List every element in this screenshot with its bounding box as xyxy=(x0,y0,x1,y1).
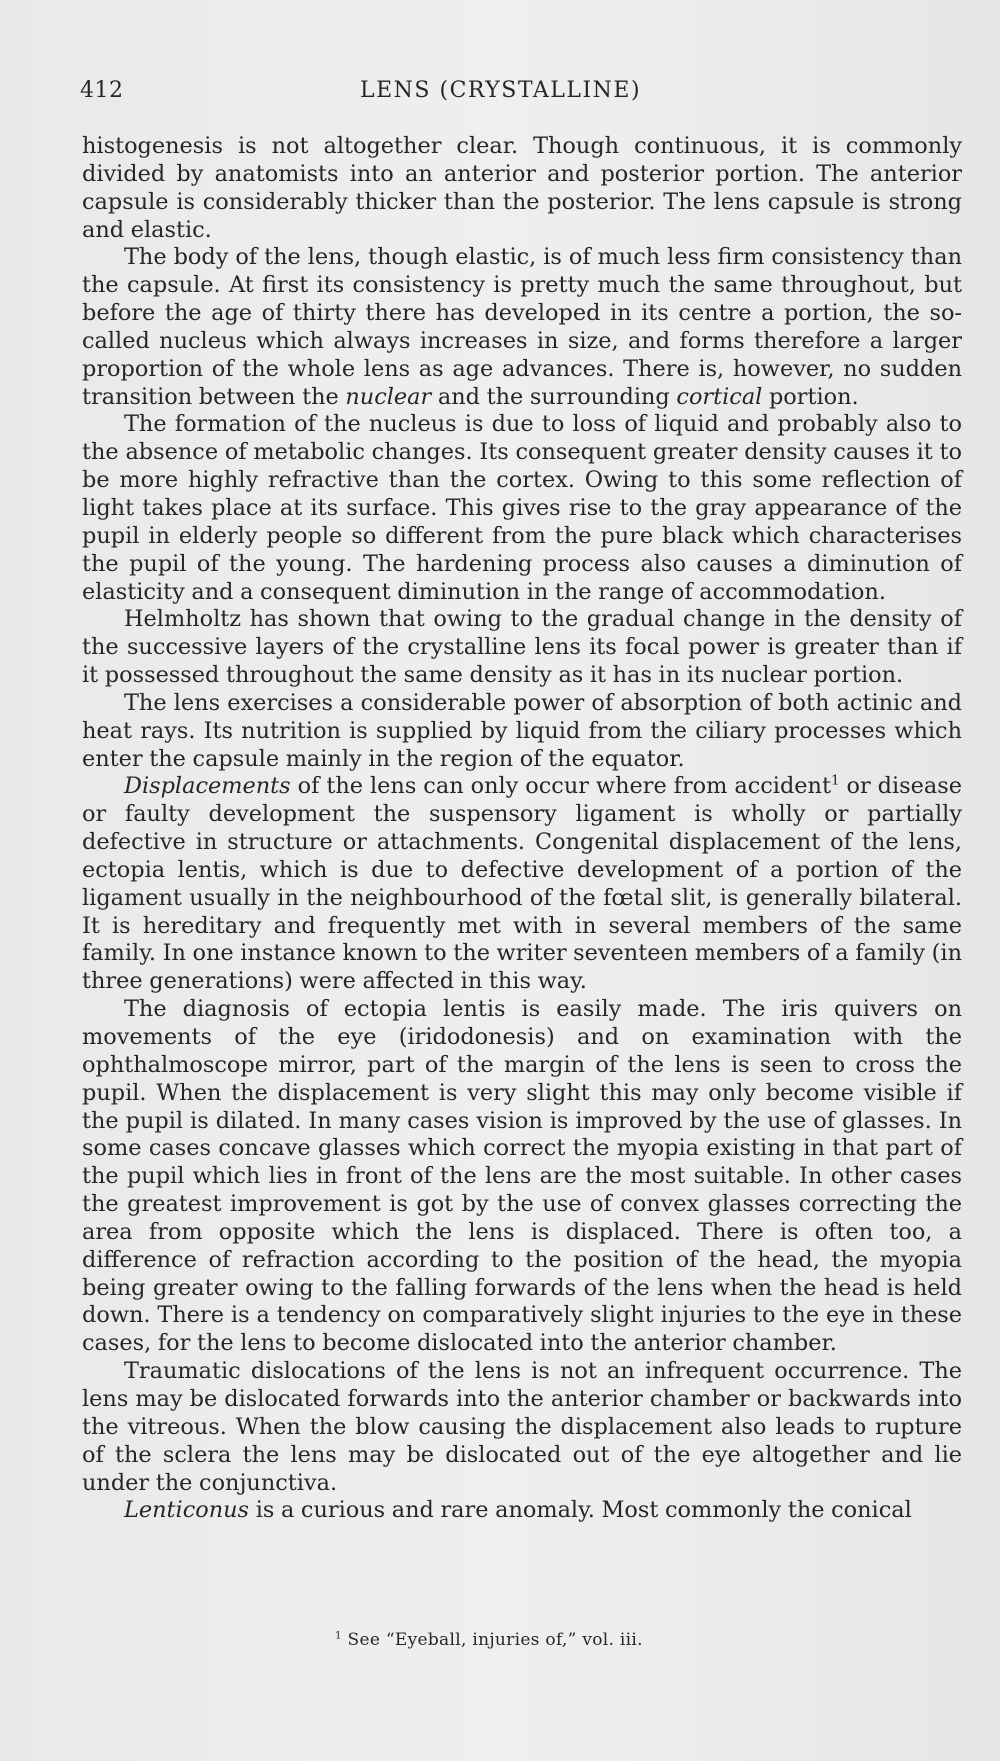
paragraph-5 xyxy=(82,690,962,774)
paragraph-8 xyxy=(82,1358,962,1497)
italic-term-nuclear: nuclear xyxy=(345,383,432,410)
paragraph-6 xyxy=(82,773,962,996)
page-number: 412 xyxy=(80,78,124,103)
paragraph-5-text: The lens exercises a considerable power of absorption of both actinic and heat rays. Its nutrition is supplied by liquid from the ciliary processes which enter the capsule mainly in the region of the equator. xyxy=(82,689,962,772)
footnote-marker: 1 xyxy=(335,1630,342,1642)
paragraph-3-text: The formation of the nucleus is due to loss of liquid and probably also to the absence of metabolic changes. Its consequent greater density causes it to be more highly refractive than the cortex. Owing to this some reflection of light takes place at its surface. This gives rise to the gray appearance of the pupil in elderly people so different from the pure black which characterises the pupil of the young. The hardening process also causes a diminution of elasticity and a consequent diminution in the range of accommodation. xyxy=(82,411,962,605)
footnote-reference[interactable]: 1 xyxy=(830,773,840,789)
paragraph-2-text-a: The body of the lens, though elastic, is of much less firm consistency than the capsule. At first its consistency is pretty much the same throughout, but before the age of thirty there has developed in its centre a portion, the so-called nucleus which always increases in size, and forms therefore a larger proportion of the whole lens as age advances. There is, however, no sudden transition between the xyxy=(82,244,962,410)
paragraph-3 xyxy=(82,411,962,606)
body-text xyxy=(82,133,962,1525)
paragraph-4 xyxy=(82,606,962,690)
paragraph-2-text-c: portion. xyxy=(768,383,859,410)
paragraph-6-text-a: of the lens can only occur where from accident xyxy=(297,773,831,800)
paragraph-7-text: The diagnosis of ectopia lentis is easily made. The iris quivers on movements of the eye (iridodonesis) and on examination with the ophthalmoscope mirror, part of the margin of the lens is seen to cross the pupil. When the displacement is very slight this may only become visible if the pupil is dilated. In many cases vision is improved by the use of glasses. In some cases concave glasses which correct the myopia existing in that part of the pupil which lies in front of the lens are the most suitable. In other cases the greatest improvement is got by the use of convex glasses correcting the area from opposite which the lens is displaced. There is often too, a difference of refraction according to the position of the head, the myopia being greater owing to the falling forwards of the lens when the head is held down. There is a tendency on comparatively slight injuries to the eye in these cases, for the lens to become dislocated into the anterior chamber. xyxy=(82,996,962,1357)
paragraph-9 xyxy=(82,1497,962,1525)
paragraph-9-text: is a curious and rare anomaly. Most commonly the conical xyxy=(255,1497,912,1524)
paragraph-7 xyxy=(82,996,962,1358)
paragraph-6-text-b: or disease or faulty development the suspensory ligament is wholly or partially defective in structure or attachments. Congenital displacement of the lens, ectopia lentis, which is due to defective development of a portion of the ligament usually in the neighbourhood of the fœtal slit, is generally bilateral. It is hereditary and frequently met with in several members of the same family. In one instance known to the writer seventeen members of a family (in three generations) were affected in this way. xyxy=(82,773,962,995)
paragraph-1-text: histogenesis is not altogether clear. Though continuous, it is commonly divided by anatomists into an anterior and posterior portion. The anterior capsule is considerably thicker than the posterior. The lens capsule is strong and elastic. xyxy=(82,133,962,243)
page-header xyxy=(80,78,960,118)
footnote-text: See “Eyeball, injuries of,” vol. iii. xyxy=(347,1630,643,1650)
italic-term-cortical: cortical xyxy=(676,383,763,410)
italic-term-lenticonus: Lenticonus xyxy=(124,1497,250,1524)
footnote xyxy=(335,1630,643,1650)
running-head: LENS (CRYSTALLINE) xyxy=(360,78,642,103)
paragraph-4-text: Helmholtz has shown that owing to the gradual change in the density of the successive layers of the crystalline lens its focal power is greater than if it possessed throughout the same density as it has in its nuclear portion. xyxy=(82,606,962,689)
paragraph-2 xyxy=(82,244,962,411)
paragraph-2-text-b: and the surrounding xyxy=(437,383,670,410)
paragraph-1 xyxy=(82,133,962,244)
italic-term-displacements: Displacements xyxy=(124,773,291,800)
paragraph-8-text: Traumatic dislocations of the lens is not an infrequent occurrence. The lens may be dislocated forwards into the anterior chamber or backwards into the vitreous. When the blow causing the displacement also leads to rupture of the sclera the lens may be dislocated out of the eye altogether and lie under the conjunctiva. xyxy=(82,1358,962,1496)
